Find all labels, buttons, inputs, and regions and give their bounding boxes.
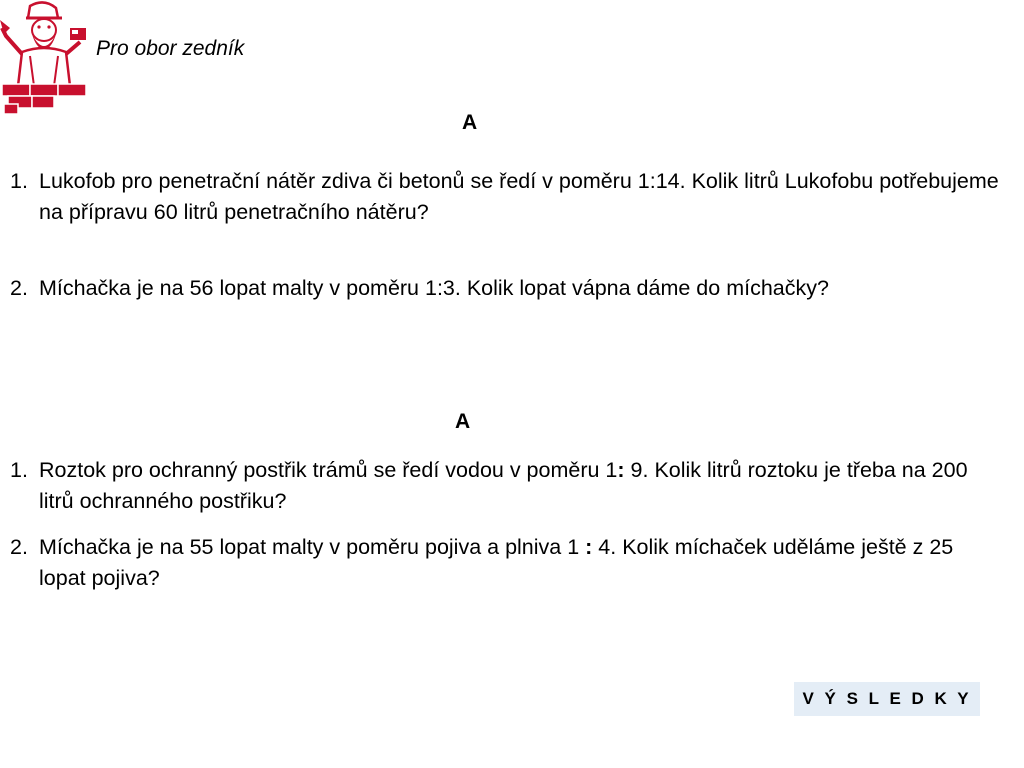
ratio-colon: : <box>585 535 593 559</box>
section-a-heading: A <box>462 111 478 134</box>
task-number: 2. <box>10 276 28 300</box>
task-text-part: Míchačka je na 55 lopat malty v poměru pojiva a plniva 1 <box>39 535 586 559</box>
task-b-2 <box>10 532 1000 594</box>
task-text: Míchačka je na 56 lopat malty v poměru 1:3. Kolik lopat vápna dáme do míchačky? <box>39 276 829 300</box>
results-button[interactable]: V Ý S L E D K Y <box>794 682 980 716</box>
ratio-colon: : <box>617 458 625 482</box>
section-b-heading: A <box>455 410 471 433</box>
subject-subtitle: Pro obor zedník <box>96 37 245 60</box>
task-b-1 <box>10 455 1000 517</box>
task-text-part: Roztok pro ochranný postřik trámů se ředí vodou v poměru 1 <box>39 458 618 482</box>
task-text-part: 9. Kolik litrů roztoku je třeba na 200 litrů ochranného postřiku? <box>39 458 968 513</box>
task-text <box>39 455 1000 517</box>
task-a-2 <box>10 273 1015 304</box>
mason-logo <box>0 0 88 116</box>
task-text <box>39 532 1000 594</box>
task-text-part: 4. Kolik míchaček uděláme ještě z 25 lopat pojiva? <box>39 535 954 590</box>
task-a-1 <box>10 166 1000 228</box>
task-text: Lukofob pro penetrační nátěr zdiva či betonů se ředí v poměru 1:14. Kolik litrů Lukofobu potřebujeme na přípravu 60 litrů penetračního nátěru? <box>39 169 999 224</box>
task-number: 2. <box>10 535 28 559</box>
task-number: 1. <box>10 458 28 482</box>
task-number: 1. <box>10 169 28 193</box>
